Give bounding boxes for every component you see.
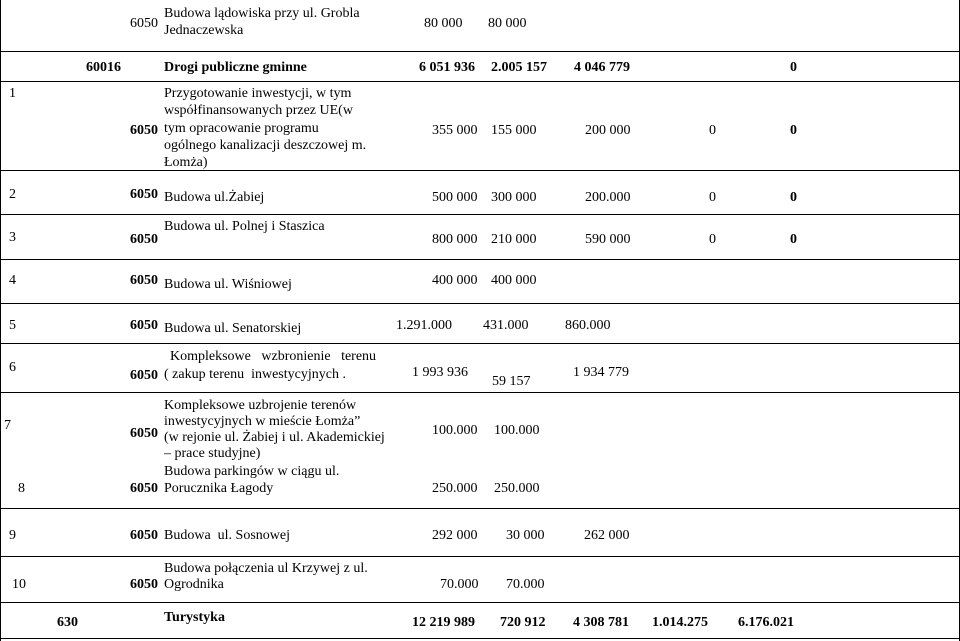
cell-rozdzial: 6050 — [130, 577, 158, 592]
cell-rozdzial: 6050 — [130, 318, 158, 333]
cell-rozdzial: 6050 — [130, 426, 158, 441]
cell-opis: Budowa połączenia ul Krzywej z ul. — [164, 561, 368, 576]
cell-value: 155 000 — [491, 123, 537, 138]
cell-opis: Kompleksowe wzbronienie terenu — [170, 349, 377, 364]
cell-value: 4 308 781 — [573, 615, 629, 630]
cell-value: 12 219 989 — [412, 615, 475, 630]
cell-rozdzial: 6050 — [130, 232, 158, 247]
cell-value: 80 000 — [488, 16, 527, 31]
cell-value: 292 000 — [432, 528, 478, 543]
cell-value: 0 — [790, 60, 797, 75]
cell-rozdzial: 6050 — [130, 16, 158, 31]
cell-lp: 2 — [9, 187, 16, 202]
cell-lp: 6 — [9, 360, 16, 375]
cell-opis: Przygotowanie inwestycji, w tym — [164, 86, 352, 101]
cell-value: 1 934 779 — [573, 365, 629, 380]
cell-lp: 3 — [9, 230, 16, 245]
cell-lp: 5 — [9, 318, 16, 333]
cell-value: 0 — [709, 232, 716, 247]
cell-opis: Drogi publiczne gminne — [164, 60, 307, 75]
cell-rozdzial: 6050 — [130, 273, 158, 288]
cell-lp: 7 — [4, 418, 11, 433]
cell-rozdzial: 6050 — [130, 187, 158, 202]
cell-rozdzial: 6050 — [130, 123, 158, 138]
cell-dzial: 630 — [57, 615, 78, 630]
cell-opis: współfinansowanych przez UE(w — [164, 103, 353, 118]
cell-lp: 10 — [12, 577, 26, 592]
cell-value: 800 000 — [432, 232, 478, 247]
cell-value: 355 000 — [432, 123, 478, 138]
cell-value: 210 000 — [491, 232, 537, 247]
cell-value: 59 157 — [492, 374, 531, 389]
cell-opis: ( zakup terenu inwestycyjnych . — [164, 367, 346, 382]
cell-dzial: 60016 — [86, 60, 121, 75]
cell-opis: Budowa ul. Wiśniowej — [164, 277, 292, 292]
cell-lp: 4 — [9, 273, 16, 288]
cell-value: 6 051 936 — [419, 60, 475, 75]
cell-opis: tym opracowanie programu — [164, 121, 319, 136]
cell-opis: Budowa parkingów w ciągu ul. — [164, 464, 340, 479]
cell-opis: Kompleksowe uzbrojenie terenów — [164, 398, 357, 413]
cell-value: 70.000 — [506, 577, 545, 592]
cell-value: 100.000 — [432, 423, 478, 438]
cell-value: 1 993 936 — [412, 365, 468, 380]
cell-value: 590 000 — [585, 232, 631, 247]
cell-opis: Budowa ul. Polnej i Staszica — [164, 219, 325, 234]
cell-value: 262 000 — [584, 528, 630, 543]
cell-value: 431.000 — [483, 318, 529, 333]
cell-opis: (w rejonie ul. Żabiej i ul. Akademickiej — [164, 430, 385, 445]
cell-value: 4 046 779 — [574, 60, 630, 75]
cell-value: 80 000 — [424, 16, 463, 31]
cell-opis: inwestycyjnych w mieście Łomża” — [164, 414, 361, 429]
cell-value: 0 — [790, 123, 797, 138]
cell-opis: Jednaczewska — [164, 23, 244, 38]
cell-value: 860.000 — [565, 318, 611, 333]
cell-value: 0 — [709, 123, 716, 138]
cell-opis: Ogrodnika — [164, 577, 224, 592]
cell-value: 0 — [790, 232, 797, 247]
cell-value: 2.005 157 — [491, 60, 547, 75]
cell-value: 300 000 — [491, 190, 537, 205]
cell-rozdzial: 6050 — [130, 481, 158, 496]
cell-opis: Turystyka — [164, 610, 225, 625]
cell-opis: ogólnego kanalizacji deszczowej m. — [164, 138, 367, 153]
cell-value: 0 — [709, 190, 716, 205]
cell-opis: Budowa ul.Żabiej — [164, 190, 265, 205]
cell-value: 500 000 — [432, 190, 478, 205]
cell-lp: 1 — [9, 86, 16, 101]
cell-value: 720 912 — [500, 615, 546, 630]
cell-opis: Budowa ul. Sosnowej — [164, 528, 290, 543]
cell-rozdzial: 6050 — [130, 528, 158, 543]
cell-opis: Łomża) — [164, 155, 208, 170]
cell-value: 400 000 — [432, 273, 478, 288]
cell-value: 250.000 — [494, 481, 540, 496]
cell-opis: Budowa lądowiska przy ul. Grobla — [164, 6, 360, 21]
cell-value: 6.176.021 — [738, 615, 794, 630]
cell-value: 200 000 — [585, 123, 631, 138]
cell-value: 100.000 — [494, 423, 540, 438]
cell-value: 70.000 — [440, 577, 479, 592]
cell-value: 200.000 — [585, 190, 631, 205]
cell-value: 250.000 — [432, 481, 478, 496]
cell-opis: Porucznika Łagody — [164, 481, 274, 496]
cell-lp: 9 — [9, 528, 16, 543]
cell-value: 400 000 — [491, 273, 537, 288]
cell-lp: 8 — [18, 481, 25, 496]
cell-value: 0 — [790, 190, 797, 205]
cell-value: 30 000 — [506, 528, 545, 543]
cell-rozdzial: 6050 — [130, 368, 158, 383]
cell-value: 1.014.275 — [652, 615, 708, 630]
cell-opis: – prace studyjne) — [164, 446, 261, 461]
cell-value: 1.291.000 — [396, 318, 452, 333]
cell-opis: Budowa ul. Senatorskiej — [164, 321, 302, 336]
